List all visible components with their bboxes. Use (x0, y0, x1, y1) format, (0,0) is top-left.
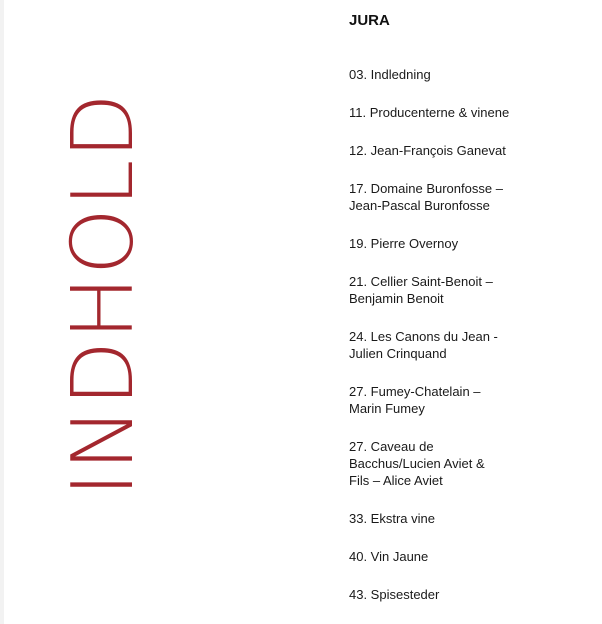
toc-item: 12. Jean-François Ganevat (349, 143, 506, 158)
table-of-contents (349, 12, 594, 624)
toc-item: 11. Producenterne & vinene (349, 105, 510, 120)
toc-item: 27. Fumey-Chatelain – Marin Fumey (349, 384, 481, 416)
toc-item: 43. Spisesteder (349, 587, 440, 602)
toc-heading: JURA (349, 12, 390, 29)
toc-item: 27. Caveau de Bacchus/Lucien Aviet & Fils – Alice Aviet (349, 439, 485, 488)
toc-item: 40. Vin Jaune (349, 549, 429, 564)
page-edge (0, 0, 4, 624)
toc-item: 33. Ekstra vine (349, 511, 435, 526)
toc-item: 21. Cellier Saint-Benoit – Benjamin Benoit (349, 274, 493, 306)
toc-item: 03. Indledning (349, 67, 431, 82)
vertical-title: INDHOLD (54, 92, 153, 497)
toc-list (349, 66, 594, 603)
toc-item: 24. Les Canons du Jean - Julien Crinquand (349, 329, 498, 361)
toc-item: 17. Domaine Buronfosse – Jean-Pascal Buronfosse (349, 181, 503, 213)
toc-item: 19. Pierre Overnoy (349, 236, 459, 251)
